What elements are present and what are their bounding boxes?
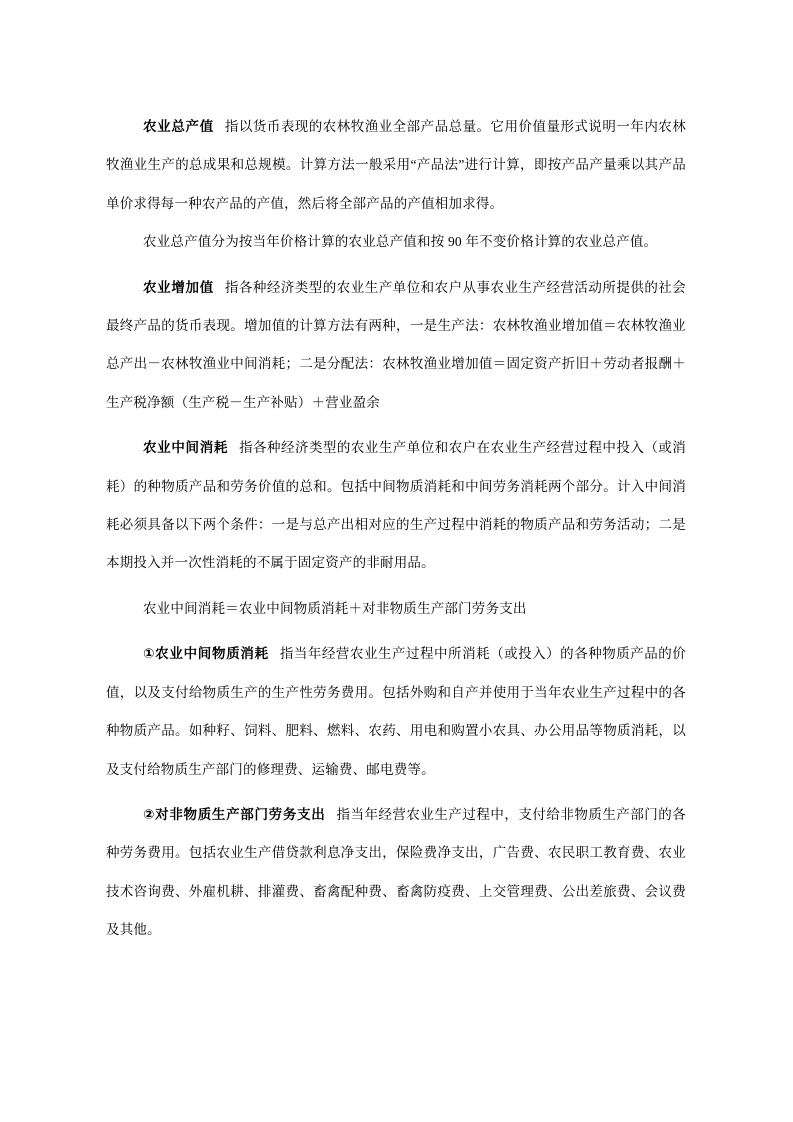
term-label: ①农业中间物质消耗: [143, 646, 269, 662]
paragraph-text: 指各种经济类型的农业生产单位和农户从事农业生产经营活动所提供的社会最终产品的货币表现。增加值的计算方法有两种，一是生产法：农林牧渔业增加值＝农林牧渔业总产出－农林牧渔业中间消耗；二是分配法：农林牧渔业增加值＝固定资产折旧＋劳动者报酬＋生产税净额（生产税－生产补贴）＋营业盈余: [106, 279, 686, 410]
paragraph-text: 指当年经营农业生产过程中所消耗（或投入）的各种物质产品的价值，以及支付给物质生产的生产性劳务费用。包括外购和自产并使用于当年农业生产过程中的各种物质产品。如种籽、饲料、肥料、燃料、农药、用电和购置小农具、办公用品等物质消耗，以及支付给物质生产部门的修理费、运输费、邮电费等。: [106, 646, 686, 777]
paragraph-text: 农业总产值分为按当年价格计算的农业总产值和按 90 年不变价格计算的农业总产值。: [143, 234, 658, 250]
para-non-material-sector-service-expense: [106, 796, 686, 950]
paragraph-text: 农业中间消耗＝农业中间物质消耗＋对非物质生产部门劳务支出: [143, 600, 527, 616]
para-intermediate-material-consumption: [106, 635, 686, 789]
paragraph-text: 指当年经营农业生产过程中，支付给非物质生产部门的各种劳务费用。包括农业生产借贷款利息净支出，保险费净支出，广告费、农民职工教育费、农业技术咨询费、外雇机耕、排灌费、畜禽配种费、畜禽防疫费、上交管理费、公出差旅费、会议费及其他。: [106, 806, 686, 938]
term-label: 农业增加值: [143, 279, 214, 295]
term-label: ②对非物质生产部门劳务支出: [143, 806, 326, 822]
term-label: 农业总产值: [143, 119, 214, 134]
paragraph-text: 指各种经济类型的农业生产单位和农户在农业生产经营过程中投入（或消耗）的种物质产品和劳务价值的总和。包括中间物质消耗和中间劳务消耗两个部分。计入中间消耗必须具备以下两个条件：一是与总产出相对应的生产过程中消耗的物质产品和劳务活动；二是本期投入并一次性消耗的不属于固定资产的非耐用品。: [106, 440, 686, 571]
para-agricultural-value-added: [106, 269, 686, 423]
para-gross-agricultural-output-value: [106, 108, 686, 223]
term-label: 农业中间消耗: [143, 440, 229, 456]
document-content: [106, 108, 686, 957]
para-output-value-price-basis: [106, 223, 686, 261]
paragraph-text: 指以货币表现的农林牧渔业全部产品总量。它用价值量形式说明一年内农林牧渔业生产的总成果和总规模。计算方法一般采用“产品法”进行计算，即按产品产量乘以其产品单价求得每一种农产品的产值，然后将全部产品的产值相加求得。: [106, 119, 686, 211]
para-intermediate-consumption-formula: [106, 590, 686, 628]
para-agricultural-intermediate-consumption: [106, 429, 686, 583]
